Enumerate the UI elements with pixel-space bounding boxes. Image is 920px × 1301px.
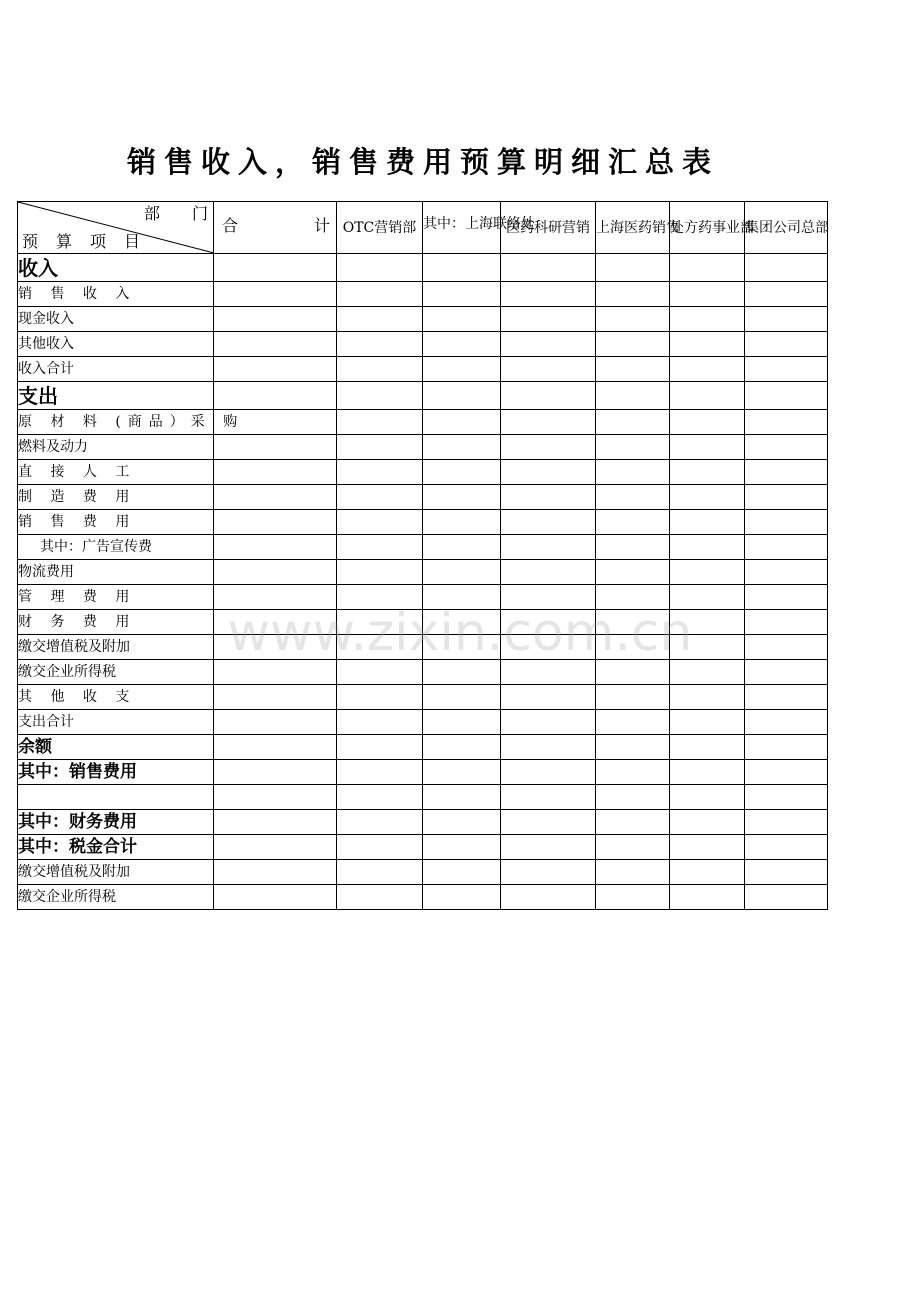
cell-total[interactable] bbox=[214, 535, 337, 560]
watermark: www.zixin.com.cn bbox=[227, 603, 693, 663]
cell-shanghai-office[interactable] bbox=[423, 382, 501, 410]
department-corner-label: 部 门 bbox=[143, 204, 210, 223]
column-header-total: 合 计 bbox=[214, 202, 337, 254]
cell-otc[interactable] bbox=[337, 332, 423, 357]
cell-total[interactable] bbox=[214, 485, 337, 510]
cell-research-marketing[interactable] bbox=[501, 785, 596, 810]
row-label: 其 他 收 支 bbox=[18, 685, 214, 710]
cell-otc[interactable] bbox=[337, 660, 423, 685]
cell-group-hq[interactable] bbox=[745, 535, 828, 560]
cell-total[interactable] bbox=[214, 560, 337, 585]
cell-total[interactable] bbox=[214, 810, 337, 835]
row-label: 支出 bbox=[18, 382, 214, 410]
cell-shanghai-office[interactable] bbox=[423, 435, 501, 460]
table-row bbox=[18, 382, 828, 410]
cell-shanghai-office[interactable] bbox=[423, 307, 501, 332]
cell-shanghai-office[interactable] bbox=[423, 560, 501, 585]
row-label: 收入合计 bbox=[18, 357, 214, 382]
cell-group-hq[interactable] bbox=[745, 760, 828, 785]
cell-shanghai-office[interactable] bbox=[423, 710, 501, 735]
cell-shanghai-sales[interactable] bbox=[596, 610, 670, 635]
cell-group-hq[interactable] bbox=[745, 835, 828, 860]
cell-shanghai-sales[interactable] bbox=[596, 860, 670, 885]
cell-research-marketing[interactable] bbox=[501, 735, 596, 760]
cell-total[interactable] bbox=[214, 357, 337, 382]
cell-group-hq[interactable] bbox=[745, 332, 828, 357]
cell-total[interactable] bbox=[214, 760, 337, 785]
cell-research-marketing[interactable] bbox=[501, 710, 596, 735]
cell-shanghai-office[interactable] bbox=[423, 660, 501, 685]
cell-shanghai-office[interactable] bbox=[423, 735, 501, 760]
cell-shanghai-office[interactable] bbox=[423, 610, 501, 635]
cell-shanghai-office[interactable] bbox=[423, 785, 501, 810]
cell-group-hq[interactable] bbox=[745, 282, 828, 307]
cell-research-marketing[interactable] bbox=[501, 510, 596, 535]
table-row bbox=[18, 610, 828, 635]
cell-otc[interactable] bbox=[337, 635, 423, 660]
cell-research-marketing[interactable] bbox=[501, 660, 596, 685]
cell-research-marketing[interactable] bbox=[501, 332, 596, 357]
row-label: 缴交企业所得税 bbox=[18, 660, 214, 685]
cell-shanghai-office[interactable] bbox=[423, 885, 501, 910]
cell-otc[interactable] bbox=[337, 535, 423, 560]
cell-total[interactable] bbox=[214, 785, 337, 810]
cell-research-marketing[interactable] bbox=[501, 535, 596, 560]
cell-shanghai-sales[interactable] bbox=[596, 560, 670, 585]
table-row bbox=[18, 435, 828, 460]
cell-prescription[interactable] bbox=[670, 610, 745, 635]
cell-shanghai-sales[interactable] bbox=[596, 460, 670, 485]
cell-group-hq[interactable] bbox=[745, 860, 828, 885]
row-label: 其中：财务费用 bbox=[18, 810, 214, 835]
cell-group-hq[interactable] bbox=[745, 660, 828, 685]
cell-otc[interactable] bbox=[337, 685, 423, 710]
cell-shanghai-office[interactable] bbox=[423, 810, 501, 835]
cell-group-hq[interactable] bbox=[745, 485, 828, 510]
cell-prescription[interactable] bbox=[670, 735, 745, 760]
cell-otc[interactable] bbox=[337, 382, 423, 410]
cell-shanghai-sales[interactable] bbox=[596, 254, 670, 282]
cell-prescription[interactable] bbox=[670, 254, 745, 282]
cell-total[interactable] bbox=[214, 860, 337, 885]
cell-group-hq[interactable] bbox=[745, 885, 828, 910]
cell-shanghai-sales[interactable] bbox=[596, 710, 670, 735]
cell-research-marketing[interactable] bbox=[501, 810, 596, 835]
cell-prescription[interactable] bbox=[670, 710, 745, 735]
cell-otc[interactable] bbox=[337, 810, 423, 835]
row-label: 缴交增值税及附加 bbox=[18, 860, 214, 885]
table-row bbox=[18, 635, 828, 660]
cell-otc[interactable] bbox=[337, 835, 423, 860]
cell-research-marketing[interactable] bbox=[501, 307, 596, 332]
cell-shanghai-office[interactable] bbox=[423, 254, 501, 282]
table-row bbox=[18, 835, 828, 860]
table-row bbox=[18, 735, 828, 760]
cell-total[interactable] bbox=[214, 460, 337, 485]
row-label: 现金收入 bbox=[18, 307, 214, 332]
cell-prescription[interactable] bbox=[670, 410, 745, 435]
cell-prescription[interactable] bbox=[670, 560, 745, 585]
cell-otc[interactable] bbox=[337, 357, 423, 382]
budget-item-corner-label: 预 算 项 目 bbox=[22, 232, 141, 251]
row-label: 缴交企业所得税 bbox=[18, 885, 214, 910]
cell-shanghai-sales[interactable] bbox=[596, 660, 670, 685]
table-row bbox=[18, 410, 828, 435]
cell-prescription[interactable] bbox=[670, 460, 745, 485]
table-row bbox=[18, 810, 828, 835]
cell-total[interactable] bbox=[214, 685, 337, 710]
cell-shanghai-office[interactable] bbox=[423, 332, 501, 357]
cell-shanghai-sales[interactable] bbox=[596, 885, 670, 910]
row-label: 缴交增值税及附加 bbox=[18, 635, 214, 660]
cell-total[interactable] bbox=[214, 282, 337, 307]
row-label: 其中：销售费用 bbox=[18, 760, 214, 785]
cell-total[interactable] bbox=[214, 660, 337, 685]
cell-group-hq[interactable] bbox=[745, 307, 828, 332]
row-label: 销 售 收 入 bbox=[18, 282, 214, 307]
cell-shanghai-sales[interactable] bbox=[596, 357, 670, 382]
cell-research-marketing[interactable] bbox=[501, 885, 596, 910]
cell-shanghai-sales[interactable] bbox=[596, 435, 670, 460]
cell-prescription[interactable] bbox=[670, 760, 745, 785]
cell-research-marketing[interactable] bbox=[501, 560, 596, 585]
table-row bbox=[18, 357, 828, 382]
cell-group-hq[interactable] bbox=[745, 735, 828, 760]
row-label bbox=[18, 785, 214, 810]
cell-shanghai-office[interactable] bbox=[423, 410, 501, 435]
column-header-otc: OTC营销部 bbox=[337, 202, 423, 254]
cell-shanghai-office[interactable] bbox=[423, 835, 501, 860]
cell-research-marketing[interactable] bbox=[501, 860, 596, 885]
cell-shanghai-sales[interactable] bbox=[596, 485, 670, 510]
budget-summary-table bbox=[17, 201, 828, 910]
row-label: 制 造 费 用 bbox=[18, 485, 214, 510]
cell-shanghai-office[interactable] bbox=[423, 635, 501, 660]
cell-research-marketing[interactable] bbox=[501, 485, 596, 510]
cell-shanghai-sales[interactable] bbox=[596, 332, 670, 357]
cell-total[interactable] bbox=[214, 435, 337, 460]
cell-shanghai-office[interactable] bbox=[423, 760, 501, 785]
cell-research-marketing[interactable] bbox=[501, 610, 596, 635]
cell-prescription[interactable] bbox=[670, 510, 745, 535]
cell-otc[interactable] bbox=[337, 735, 423, 760]
diagonal-header-cell bbox=[18, 202, 214, 254]
cell-total[interactable] bbox=[214, 610, 337, 635]
cell-prescription[interactable] bbox=[670, 357, 745, 382]
row-label: 余额 bbox=[18, 735, 214, 760]
cell-research-marketing[interactable] bbox=[501, 635, 596, 660]
cell-shanghai-office[interactable] bbox=[423, 585, 501, 610]
table-row bbox=[18, 282, 828, 307]
cell-prescription[interactable] bbox=[670, 785, 745, 810]
cell-shanghai-office[interactable] bbox=[423, 685, 501, 710]
cell-research-marketing[interactable] bbox=[501, 760, 596, 785]
cell-shanghai-office[interactable] bbox=[423, 485, 501, 510]
cell-research-marketing[interactable] bbox=[501, 410, 596, 435]
column-header-prescription: 处方药事业部 bbox=[670, 202, 745, 254]
cell-group-hq[interactable] bbox=[745, 635, 828, 660]
column-header-shanghai-office: 其中：上海联络处 bbox=[423, 202, 501, 254]
table-row bbox=[18, 710, 828, 735]
row-label: 管 理 费 用 bbox=[18, 585, 214, 610]
column-header-group-hq: 集团公司总部 bbox=[745, 202, 828, 254]
cell-shanghai-sales[interactable] bbox=[596, 282, 670, 307]
cell-group-hq[interactable] bbox=[745, 585, 828, 610]
cell-total[interactable] bbox=[214, 307, 337, 332]
row-label: 销 售 费 用 bbox=[18, 510, 214, 535]
cell-research-marketing[interactable] bbox=[501, 382, 596, 410]
cell-otc[interactable] bbox=[337, 760, 423, 785]
cell-prescription[interactable] bbox=[670, 435, 745, 460]
cell-research-marketing[interactable] bbox=[501, 460, 596, 485]
cell-shanghai-sales[interactable] bbox=[596, 785, 670, 810]
table-row bbox=[18, 510, 828, 535]
row-label: 其中：广告宣传费 bbox=[18, 535, 214, 560]
cell-total[interactable] bbox=[214, 885, 337, 910]
cell-otc[interactable] bbox=[337, 485, 423, 510]
cell-otc[interactable] bbox=[337, 435, 423, 460]
cell-group-hq[interactable] bbox=[745, 685, 828, 710]
cell-shanghai-sales[interactable] bbox=[596, 735, 670, 760]
cell-otc[interactable] bbox=[337, 585, 423, 610]
cell-research-marketing[interactable] bbox=[501, 254, 596, 282]
cell-shanghai-sales[interactable] bbox=[596, 685, 670, 710]
table-row bbox=[18, 535, 828, 560]
cell-prescription[interactable] bbox=[670, 860, 745, 885]
page-title: 销售收入，销售费用预算明细汇总表 bbox=[126, 145, 719, 179]
row-label: 支出合计 bbox=[18, 710, 214, 735]
cell-otc[interactable] bbox=[337, 254, 423, 282]
cell-group-hq[interactable] bbox=[745, 510, 828, 535]
cell-prescription[interactable] bbox=[670, 282, 745, 307]
cell-shanghai-office[interactable] bbox=[423, 460, 501, 485]
cell-group-hq[interactable] bbox=[745, 254, 828, 282]
table-row bbox=[18, 860, 828, 885]
table-row bbox=[18, 332, 828, 357]
cell-shanghai-sales[interactable] bbox=[596, 760, 670, 785]
cell-group-hq[interactable] bbox=[745, 460, 828, 485]
table-row bbox=[18, 585, 828, 610]
cell-total[interactable] bbox=[214, 835, 337, 860]
cell-group-hq[interactable] bbox=[745, 710, 828, 735]
cell-shanghai-office[interactable] bbox=[423, 510, 501, 535]
cell-prescription[interactable] bbox=[670, 485, 745, 510]
cell-prescription[interactable] bbox=[670, 810, 745, 835]
header-row bbox=[18, 202, 828, 254]
cell-total[interactable] bbox=[214, 510, 337, 535]
table-row bbox=[18, 885, 828, 910]
cell-prescription[interactable] bbox=[670, 307, 745, 332]
cell-prescription[interactable] bbox=[670, 660, 745, 685]
cell-group-hq[interactable] bbox=[745, 435, 828, 460]
cell-group-hq[interactable] bbox=[745, 410, 828, 435]
cell-group-hq[interactable] bbox=[745, 382, 828, 410]
cell-shanghai-sales[interactable] bbox=[596, 535, 670, 560]
cell-research-marketing[interactable] bbox=[501, 357, 596, 382]
table-row bbox=[18, 460, 828, 485]
row-label: 其他收入 bbox=[18, 332, 214, 357]
cell-otc[interactable] bbox=[337, 460, 423, 485]
cell-prescription[interactable] bbox=[670, 382, 745, 410]
cell-total[interactable] bbox=[214, 254, 337, 282]
cell-shanghai-office[interactable] bbox=[423, 282, 501, 307]
table-row bbox=[18, 685, 828, 710]
cell-otc[interactable] bbox=[337, 885, 423, 910]
cell-prescription[interactable] bbox=[670, 535, 745, 560]
cell-total[interactable] bbox=[214, 735, 337, 760]
table-row bbox=[18, 760, 828, 785]
table-row bbox=[18, 660, 828, 685]
cell-total[interactable] bbox=[214, 585, 337, 610]
cell-shanghai-sales[interactable] bbox=[596, 835, 670, 860]
cell-shanghai-sales[interactable] bbox=[596, 307, 670, 332]
row-label: 原 材 料 (商品）采 购 bbox=[18, 410, 214, 435]
cell-otc[interactable] bbox=[337, 710, 423, 735]
cell-research-marketing[interactable] bbox=[501, 435, 596, 460]
column-header-research-marketing: 医药科研营销 bbox=[501, 202, 596, 254]
cell-otc[interactable] bbox=[337, 560, 423, 585]
cell-otc[interactable] bbox=[337, 510, 423, 535]
row-label: 其中：税金合计 bbox=[18, 835, 214, 860]
cell-prescription[interactable] bbox=[670, 835, 745, 860]
cell-research-marketing[interactable] bbox=[501, 585, 596, 610]
cell-prescription[interactable] bbox=[670, 885, 745, 910]
cell-otc[interactable] bbox=[337, 785, 423, 810]
cell-shanghai-sales[interactable] bbox=[596, 410, 670, 435]
cell-shanghai-sales[interactable] bbox=[596, 382, 670, 410]
cell-shanghai-sales[interactable] bbox=[596, 810, 670, 835]
table-row bbox=[18, 485, 828, 510]
cell-shanghai-sales[interactable] bbox=[596, 635, 670, 660]
cell-prescription[interactable] bbox=[670, 685, 745, 710]
cell-shanghai-sales[interactable] bbox=[596, 585, 670, 610]
cell-group-hq[interactable] bbox=[745, 610, 828, 635]
cell-group-hq[interactable] bbox=[745, 810, 828, 835]
row-label: 直 接 人 工 bbox=[18, 460, 214, 485]
cell-shanghai-office[interactable] bbox=[423, 535, 501, 560]
cell-total[interactable] bbox=[214, 332, 337, 357]
row-label: 物流费用 bbox=[18, 560, 214, 585]
cell-otc[interactable] bbox=[337, 282, 423, 307]
table-row bbox=[18, 254, 828, 282]
cell-total[interactable] bbox=[214, 710, 337, 735]
table-row bbox=[18, 785, 828, 810]
cell-prescription[interactable] bbox=[670, 332, 745, 357]
cell-prescription[interactable] bbox=[670, 635, 745, 660]
cell-otc[interactable] bbox=[337, 410, 423, 435]
cell-prescription[interactable] bbox=[670, 585, 745, 610]
cell-shanghai-office[interactable] bbox=[423, 357, 501, 382]
cell-group-hq[interactable] bbox=[745, 785, 828, 810]
row-label: 收入 bbox=[18, 254, 214, 282]
row-label: 财 务 费 用 bbox=[18, 610, 214, 635]
cell-total[interactable] bbox=[214, 635, 337, 660]
cell-shanghai-sales[interactable] bbox=[596, 510, 670, 535]
cell-group-hq[interactable] bbox=[745, 357, 828, 382]
column-header-shanghai-sales: 上海医药销售 bbox=[596, 202, 670, 254]
row-label: 燃料及动力 bbox=[18, 435, 214, 460]
cell-research-marketing[interactable] bbox=[501, 685, 596, 710]
cell-otc[interactable] bbox=[337, 860, 423, 885]
cell-shanghai-office[interactable] bbox=[423, 860, 501, 885]
cell-group-hq[interactable] bbox=[745, 560, 828, 585]
cell-research-marketing[interactable] bbox=[501, 282, 596, 307]
cell-otc[interactable] bbox=[337, 610, 423, 635]
cell-research-marketing[interactable] bbox=[501, 835, 596, 860]
table-row bbox=[18, 560, 828, 585]
cell-otc[interactable] bbox=[337, 307, 423, 332]
table-row bbox=[18, 307, 828, 332]
cell-total[interactable] bbox=[214, 382, 337, 410]
